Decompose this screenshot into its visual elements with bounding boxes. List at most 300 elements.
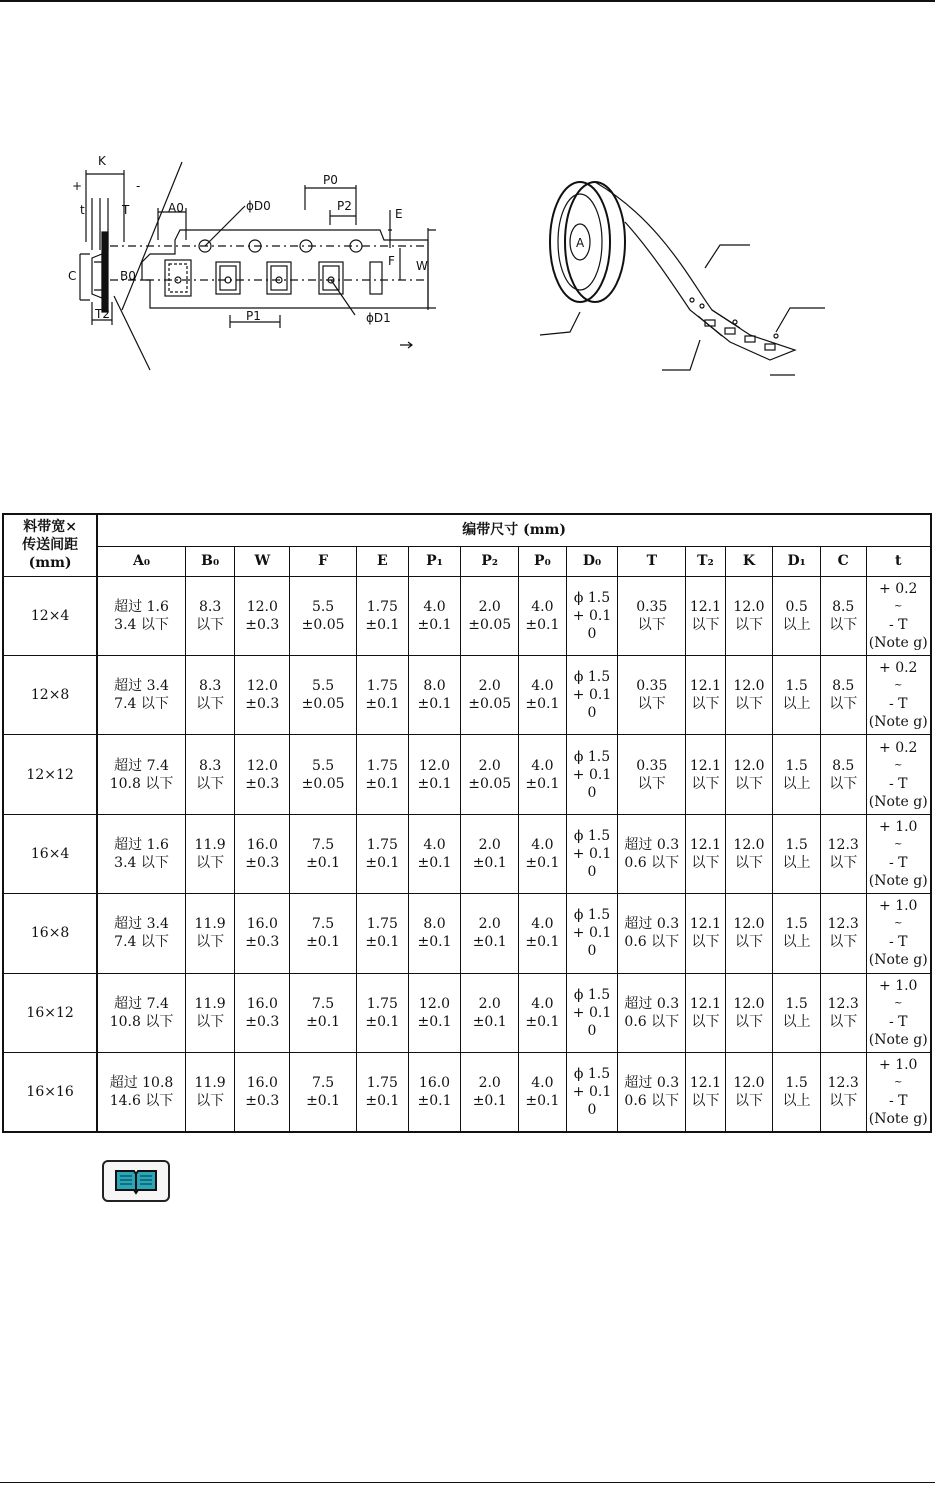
- table-cell: [820, 655, 866, 734]
- row-label: 16×16: [3, 1053, 97, 1132]
- cell-line: 以下: [196, 616, 225, 633]
- cell-line: 12.1: [689, 916, 722, 933]
- cell-line: 16.0: [418, 1075, 451, 1092]
- cell-line: 8.0: [423, 678, 446, 695]
- cell-line: 以下: [829, 616, 858, 633]
- cell-line: 12.0: [246, 598, 278, 615]
- cell-line: ±0.1: [365, 775, 400, 792]
- table-cell: [618, 655, 686, 734]
- cell-line: 以下: [735, 696, 763, 713]
- cell-line: ±0.1: [365, 1013, 400, 1030]
- table-cell: [290, 814, 357, 893]
- table-cell: [686, 655, 726, 734]
- cell-line: ~: [894, 600, 903, 612]
- cell-line: ±0.3: [245, 1093, 280, 1110]
- row-label: 16×12: [3, 973, 97, 1052]
- cell-line: 以下: [196, 854, 225, 871]
- table-cell: [618, 1053, 686, 1132]
- cell-line: 12.1: [689, 836, 722, 853]
- table-cell: [866, 735, 931, 814]
- cell-line: 2.0: [478, 836, 501, 853]
- table-cell: [290, 735, 357, 814]
- cell-line: ϕ 1.5: [573, 669, 611, 686]
- cell-line: ±0.1: [472, 854, 507, 871]
- cell-line: 0: [587, 705, 597, 722]
- cell-line: ±0.1: [525, 1093, 560, 1110]
- table-cell: [290, 655, 357, 734]
- row-label: 16×8: [3, 894, 97, 973]
- cell-line: 0: [587, 863, 597, 880]
- cell-line: 超过 10.8: [109, 1075, 174, 1092]
- row-label: 12×8: [3, 655, 97, 734]
- cell-line: 12.3: [827, 995, 859, 1012]
- cell-line: 12.1: [689, 1075, 722, 1092]
- carrier-tape-figure: [50, 150, 850, 390]
- table-cell: [686, 735, 726, 814]
- table-cell: [566, 894, 618, 973]
- cell-line: 以下: [829, 1093, 858, 1110]
- cell-line: 1.75: [366, 598, 398, 615]
- cell-line: 2.0: [478, 995, 501, 1012]
- row-label: 12×4: [3, 576, 97, 655]
- table-body: [3, 576, 931, 1132]
- cell-line: ϕ 1.5: [573, 827, 611, 844]
- table-cell: [686, 814, 726, 893]
- cell-line: 16.0: [246, 916, 278, 933]
- cell-line: 8.0: [423, 916, 446, 933]
- label-b0: B0: [120, 269, 136, 283]
- cell-line: 超过 7.4: [114, 757, 169, 774]
- cell-line: 2.0: [478, 678, 501, 695]
- cell-line: 4.0: [423, 836, 446, 853]
- cell-line: 1.75: [366, 757, 398, 774]
- cell-line: 1.75: [366, 678, 398, 695]
- table-cell: [461, 576, 519, 655]
- cell-line: + 1.0: [879, 818, 918, 835]
- table-cell: [519, 735, 567, 814]
- label-a0: A0: [168, 201, 184, 215]
- cell-line: 8.3: [199, 678, 222, 695]
- table-cell: [820, 1053, 866, 1132]
- cell-line: ϕ 1.5: [573, 748, 611, 765]
- table-cell: [185, 735, 235, 814]
- table-cell: [618, 973, 686, 1052]
- cell-line: ±0.3: [245, 775, 280, 792]
- table-cell: [686, 973, 726, 1052]
- cell-line: ~: [894, 997, 903, 1009]
- cell-line: + 0.1: [572, 845, 612, 862]
- table-cell: [461, 1053, 519, 1132]
- cell-line: 14.6 以下: [109, 1093, 174, 1110]
- cell-line: 0.6 以下: [624, 1093, 680, 1110]
- cell-line: 0.35: [636, 757, 668, 774]
- cell-line: ~: [894, 838, 903, 850]
- label-e: E: [395, 207, 403, 221]
- table-cell: [357, 576, 409, 655]
- cell-line: 超过 0.3: [624, 1075, 680, 1092]
- cell-line: + 0.1: [572, 925, 612, 942]
- cell-line: 4.0: [423, 598, 446, 615]
- table-cell: [866, 894, 931, 973]
- cell-line: (Note g): [868, 1111, 928, 1128]
- cell-line: - T: [888, 775, 908, 792]
- cell-line: 12.0: [733, 678, 765, 695]
- cell-line: 12.0: [733, 995, 765, 1012]
- table-cell: [185, 894, 235, 973]
- cell-line: 12.0: [733, 836, 765, 853]
- table-cell: [773, 973, 821, 1052]
- cell-line: 12.1: [689, 995, 722, 1012]
- cell-line: ±0.1: [525, 934, 560, 951]
- top-rule: [0, 0, 935, 2]
- cell-line: 以上: [782, 775, 811, 792]
- column-header: W: [235, 546, 290, 576]
- cell-line: 0: [587, 784, 597, 801]
- cell-line: 12.1: [689, 598, 722, 615]
- table-cell: [357, 814, 409, 893]
- cell-line: 以下: [735, 854, 763, 871]
- table-cell: [686, 894, 726, 973]
- cell-line: ±0.1: [525, 775, 560, 792]
- row-label: 12×12: [3, 735, 97, 814]
- column-header: P₂: [461, 546, 519, 576]
- cell-line: (Note g): [868, 793, 928, 810]
- table-cell: [290, 576, 357, 655]
- cell-line: 8.5: [832, 598, 855, 615]
- cell-line: ϕ 1.5: [573, 1066, 611, 1083]
- table-cell: [773, 735, 821, 814]
- cell-line: 5.5: [311, 678, 335, 695]
- cell-line: 0.5: [785, 598, 808, 615]
- cell-line: 0.6 以下: [624, 1013, 680, 1030]
- tape-dimension-table: [2, 513, 932, 1133]
- table-cell: [820, 814, 866, 893]
- cell-line: ±0.3: [245, 1013, 280, 1030]
- cell-line: 以下: [196, 1093, 225, 1110]
- table-cell: [461, 894, 519, 973]
- cell-line: 以下: [735, 1013, 763, 1030]
- cell-line: 0: [587, 1102, 597, 1119]
- label-t-small: t: [80, 203, 85, 217]
- table-cell: [820, 973, 866, 1052]
- cell-line: 12.3: [827, 916, 859, 933]
- table-cell: [97, 973, 185, 1052]
- cell-line: 4.0: [531, 995, 554, 1012]
- table-cell: [725, 973, 773, 1052]
- column-header: F: [290, 546, 357, 576]
- cell-line: 以上: [782, 696, 811, 713]
- cell-line: ±0.1: [417, 854, 452, 871]
- cell-line: 8.3: [199, 757, 222, 774]
- cell-line: 以上: [782, 616, 811, 633]
- cell-line: 以下: [829, 775, 858, 792]
- table-cell: [566, 814, 618, 893]
- table-cell: [235, 1053, 290, 1132]
- cell-line: 以下: [196, 775, 225, 792]
- table-cell: [408, 814, 461, 893]
- cell-line: 1.75: [366, 836, 398, 853]
- cell-line: 10.8 以下: [109, 775, 174, 792]
- cell-line: (Note g): [868, 714, 928, 731]
- table-cell: [235, 576, 290, 655]
- cell-line: ±0.3: [245, 934, 280, 951]
- cell-line: 0: [587, 625, 597, 642]
- cell-line: ±0.05: [301, 696, 345, 713]
- table-cell: [235, 894, 290, 973]
- table-row: [3, 894, 931, 973]
- cell-line: (Note g): [868, 952, 928, 969]
- cell-line: 7.5: [311, 1075, 335, 1092]
- table-cell: [725, 894, 773, 973]
- cell-line: 以下: [691, 616, 720, 633]
- cell-line: 1.75: [366, 995, 398, 1012]
- label-p1: P1: [246, 309, 261, 323]
- table-cell: [820, 576, 866, 655]
- cell-line: 1.5: [785, 678, 808, 695]
- cell-line: 4.0: [531, 836, 554, 853]
- table-cell: [235, 655, 290, 734]
- cell-line: + 0.1: [572, 1004, 612, 1021]
- table-cell: [357, 973, 409, 1052]
- cell-line: 以下: [735, 775, 763, 792]
- corner-header-line: (mm): [28, 555, 72, 572]
- table-cell: [185, 655, 235, 734]
- cell-line: 以下: [735, 934, 763, 951]
- cell-line: + 0.1: [572, 1084, 612, 1101]
- cell-line: ±0.1: [365, 616, 400, 633]
- table-cell: [725, 655, 773, 734]
- table-cell: [618, 576, 686, 655]
- corner-header-line: 料带宽×: [23, 519, 77, 536]
- cell-line: ±0.05: [468, 616, 512, 633]
- cell-line: + 0.2: [879, 580, 918, 597]
- cell-line: 12.3: [827, 836, 859, 853]
- table-cell: [725, 735, 773, 814]
- cell-line: 16.0: [246, 836, 278, 853]
- cell-line: 2.0: [478, 598, 501, 615]
- cell-line: ±0.1: [472, 1093, 507, 1110]
- cell-line: 0: [587, 1022, 597, 1039]
- cell-line: 以下: [691, 934, 720, 951]
- cell-line: 以下: [829, 854, 858, 871]
- cell-line: ±0.05: [301, 616, 345, 633]
- cell-line: ±0.1: [417, 696, 452, 713]
- label-minus: -: [136, 179, 141, 193]
- table-cell: [97, 1053, 185, 1132]
- table-cell: [686, 576, 726, 655]
- cell-line: 3.4 以下: [114, 854, 169, 871]
- cell-line: 1.5: [785, 1075, 808, 1092]
- cell-line: ±0.1: [525, 696, 560, 713]
- table-cell: [357, 735, 409, 814]
- table-cell: [290, 973, 357, 1052]
- table-cell: [461, 814, 519, 893]
- cell-line: ±0.1: [417, 934, 452, 951]
- cell-line: ±0.1: [365, 854, 400, 871]
- column-header: C: [820, 546, 866, 576]
- table-cell: [773, 894, 821, 973]
- cell-line: ±0.1: [306, 1013, 341, 1030]
- label-p0: P0: [323, 173, 338, 187]
- cell-line: 4.0: [531, 916, 554, 933]
- table-cell: [97, 655, 185, 734]
- cell-line: 以上: [782, 1013, 811, 1030]
- table-cell: [519, 1053, 567, 1132]
- group-header: 编带尺寸 (mm): [97, 514, 931, 546]
- table-cell: [686, 1053, 726, 1132]
- cell-line: ±0.1: [365, 934, 400, 951]
- cell-line: - T: [888, 934, 908, 951]
- cell-line: ±0.05: [301, 775, 345, 792]
- cell-line: - T: [888, 1093, 908, 1110]
- cell-line: - T: [888, 616, 908, 633]
- table-cell: [519, 894, 567, 973]
- cell-line: 11.9: [194, 1075, 226, 1092]
- column-header: D₁: [773, 546, 821, 576]
- open-book-button[interactable]: [102, 1160, 170, 1202]
- cell-line: 7.4 以下: [114, 696, 169, 713]
- cell-line: 12.0: [418, 995, 451, 1012]
- table-cell: [566, 973, 618, 1052]
- cell-line: ~: [894, 759, 903, 771]
- cell-line: 2.0: [478, 916, 501, 933]
- label-d1: ϕD1: [366, 311, 391, 325]
- cell-line: + 1.0: [879, 1057, 918, 1074]
- cell-line: 以下: [196, 696, 225, 713]
- table-cell: [97, 735, 185, 814]
- cell-line: 0.6 以下: [624, 934, 680, 951]
- column-header: D₀: [566, 546, 618, 576]
- cell-line: ±0.05: [468, 696, 512, 713]
- cell-line: 3.4 以下: [114, 616, 169, 633]
- table-cell: [185, 576, 235, 655]
- cell-line: ±0.3: [245, 854, 280, 871]
- table-row: [3, 655, 931, 734]
- table-cell: [97, 814, 185, 893]
- cell-line: 以上: [782, 854, 811, 871]
- cell-line: + 0.1: [572, 766, 612, 783]
- table-cell: [725, 576, 773, 655]
- cell-line: 以下: [691, 696, 720, 713]
- table-cell: [185, 1053, 235, 1132]
- table-cell: [235, 973, 290, 1052]
- cell-line: 4.0: [531, 598, 554, 615]
- table-row: [3, 814, 931, 893]
- cell-line: 4.0: [531, 1075, 554, 1092]
- cell-line: 11.9: [194, 995, 226, 1012]
- cell-line: + 1.0: [879, 977, 918, 994]
- reel-letter: A: [576, 236, 585, 250]
- corner-header: [3, 514, 97, 576]
- table-cell: [461, 655, 519, 734]
- cell-line: 12.0: [246, 757, 278, 774]
- column-header: P₁: [408, 546, 461, 576]
- cell-line: ±0.1: [525, 616, 560, 633]
- cell-line: 16.0: [246, 1075, 278, 1092]
- cell-line: 超过 3.4: [114, 678, 169, 695]
- cell-line: 12.3: [827, 1075, 859, 1092]
- cell-line: 12.1: [689, 757, 722, 774]
- cell-line: ϕ 1.5: [573, 907, 611, 924]
- cell-line: 超过 0.3: [624, 995, 680, 1012]
- label-d0: ϕD0: [246, 199, 271, 213]
- cell-line: 10.8 以下: [109, 1013, 174, 1030]
- cell-line: 以下: [637, 775, 666, 792]
- cell-line: ±0.1: [306, 854, 341, 871]
- cell-line: ±0.1: [417, 775, 452, 792]
- cell-line: 4.0: [531, 757, 554, 774]
- cell-line: - T: [888, 696, 908, 713]
- table-cell: [519, 576, 567, 655]
- table-cell: [866, 655, 931, 734]
- cell-line: ±0.1: [472, 934, 507, 951]
- cell-line: ±0.1: [306, 1093, 341, 1110]
- cell-line: 2.0: [478, 757, 501, 774]
- label-p2: P2: [337, 199, 352, 213]
- cell-line: 0.6 以下: [624, 854, 680, 871]
- corner-header-line: 传送间距: [22, 537, 79, 554]
- cell-line: - T: [888, 1013, 908, 1030]
- cell-line: 超过 0.3: [624, 836, 680, 853]
- cell-line: 超过 7.4: [114, 995, 169, 1012]
- cell-line: + 0.1: [572, 687, 612, 704]
- table-cell: [566, 655, 618, 734]
- cell-line: 以下: [735, 1093, 763, 1110]
- table-cell: [566, 576, 618, 655]
- cell-line: ±0.3: [245, 616, 280, 633]
- table-cell: [866, 576, 931, 655]
- label-c: C: [68, 269, 77, 283]
- table-cell: [357, 655, 409, 734]
- cell-line: + 0.1: [572, 607, 612, 624]
- column-header: E: [357, 546, 409, 576]
- table-cell: [566, 735, 618, 814]
- cell-line: 超过 3.4: [114, 916, 169, 933]
- cell-line: 超过 0.3: [624, 916, 680, 933]
- table-cell: [519, 655, 567, 734]
- table-cell: [461, 973, 519, 1052]
- table-cell: [357, 1053, 409, 1132]
- table-cell: [773, 655, 821, 734]
- label-f: F: [388, 254, 395, 268]
- cell-line: 5.5: [311, 757, 335, 774]
- cell-line: 8.3: [199, 598, 222, 615]
- cell-line: 12.1: [689, 678, 722, 695]
- cell-line: 5.5: [311, 598, 335, 615]
- table-cell: [618, 894, 686, 973]
- cell-line: 以上: [782, 1093, 811, 1110]
- table-cell: [408, 1053, 461, 1132]
- table-cell: [461, 735, 519, 814]
- cell-line: 以下: [196, 934, 225, 951]
- table-cell: [773, 576, 821, 655]
- cell-line: 7.4 以下: [114, 934, 169, 951]
- cell-line: ±0.1: [525, 854, 560, 871]
- column-header: A₀: [97, 546, 185, 576]
- cell-line: ±0.1: [306, 934, 341, 951]
- table-cell: [235, 814, 290, 893]
- table-cell: [820, 735, 866, 814]
- cell-line: 以下: [691, 854, 720, 871]
- cell-line: 以下: [637, 696, 666, 713]
- table-row: [3, 735, 931, 814]
- column-header: T₂: [686, 546, 726, 576]
- row-label: 16×4: [3, 814, 97, 893]
- cell-line: ±0.1: [472, 1013, 507, 1030]
- cell-line: ~: [894, 1077, 903, 1089]
- table-cell: [725, 814, 773, 893]
- table-cell: [185, 973, 235, 1052]
